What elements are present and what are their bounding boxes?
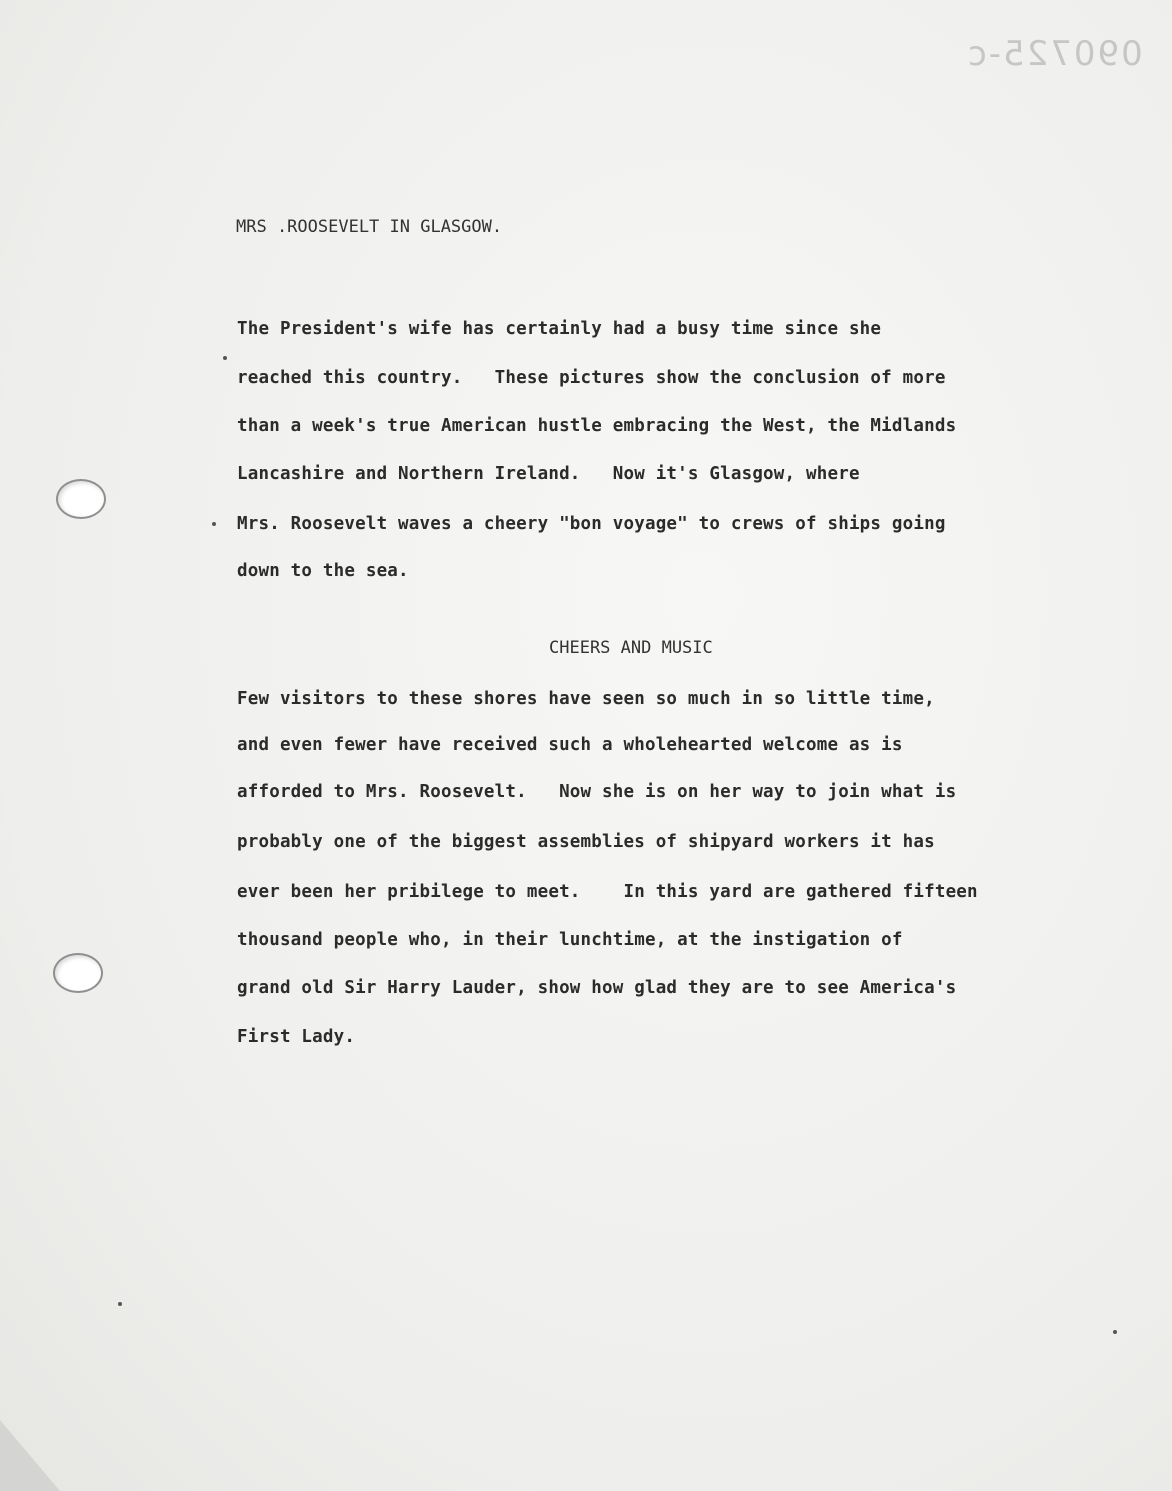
paragraph-2-line: ever been her pribilege to meet. In this yard are gathered fifteen [237, 882, 978, 902]
paper-speck [1113, 1330, 1117, 1334]
punch-hole-bottom [53, 953, 103, 993]
paragraph-2-line: afforded to Mrs. Roosevelt. Now she is on her way to join what is [237, 782, 957, 802]
paragraph-1-line: than a week's true American hustle embracing the West, the Midlands [237, 416, 957, 436]
paper-speck [223, 356, 227, 360]
punch-hole-top [56, 479, 106, 519]
paragraph-1-line: reached this country. These pictures show the conclusion of more [237, 368, 946, 388]
folded-corner [0, 1420, 60, 1491]
paper-speck [212, 522, 216, 526]
paragraph-2-line: Few visitors to these shores have seen so much in so little time, [237, 689, 935, 709]
paper-speck [118, 1302, 122, 1306]
archive-stamp: 090725-c [966, 34, 1143, 74]
paragraph-1-line: Lancashire and Northern Ireland. Now it's Glasgow, where [237, 464, 860, 484]
document-title: MRS .ROOSEVELT IN GLASGOW. [236, 217, 503, 237]
paragraph-2-line: grand old Sir Harry Lauder, show how glad they are to see America's [237, 978, 957, 998]
paragraph-1-line: Mrs. Roosevelt waves a cheery "bon voyage" to crews of ships going [237, 514, 946, 534]
paragraph-1-line: The President's wife has certainly had a busy time since she [237, 319, 882, 339]
paragraph-2-line: and even fewer have received such a wholehearted welcome as is [237, 735, 903, 755]
paragraph-2-line: probably one of the biggest assemblies of shipyard workers it has [237, 832, 935, 852]
paragraph-2-line: First Lady. [237, 1027, 356, 1047]
paragraph-2-line: thousand people who, in their lunchtime, at the instigation of [237, 930, 903, 950]
paragraph-1-line: down to the sea. [237, 561, 409, 581]
section-subheading: CHEERS AND MUSIC [549, 638, 713, 658]
